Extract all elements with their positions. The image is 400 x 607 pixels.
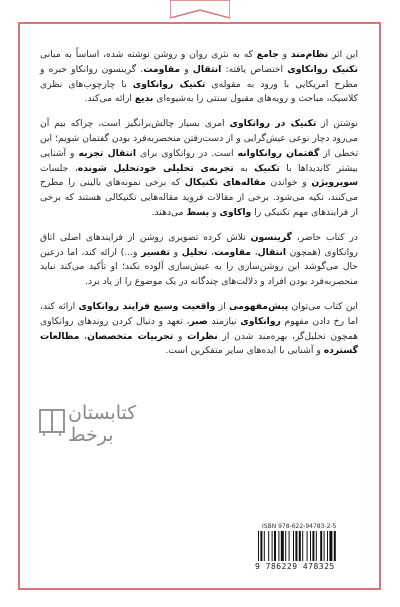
bold-term: تکنیک xyxy=(254,162,280,174)
text-run: در کتاب حاضر، xyxy=(291,231,359,243)
publisher-logo xyxy=(38,398,178,448)
barcode-bar xyxy=(329,531,332,561)
text-run: که به نثری روان و روشن نوشته شده، اساساً به مبانی xyxy=(40,49,257,60)
barcode-bar xyxy=(272,531,273,561)
barcode-bar xyxy=(264,531,265,561)
bold-term: پیش‌مفهومی xyxy=(228,300,289,312)
text-run: و xyxy=(209,206,220,218)
bold-term: واکاوی xyxy=(219,206,252,218)
bold-term: بدیع xyxy=(134,93,154,105)
text-run: و xyxy=(278,49,291,60)
bold-term: بسط xyxy=(186,206,210,218)
text-run: ارائه می‌کند. xyxy=(84,93,135,105)
text-run: ، xyxy=(79,330,88,342)
text-run: و xyxy=(180,63,193,75)
bold-term: گرینسون xyxy=(250,231,292,243)
bold-term: روانکاوی xyxy=(240,315,281,327)
text-run: . گرینسون روانکاو خبره و مطرح امریکایی با ورود به مقوله‌ی xyxy=(40,63,358,90)
text-run: و xyxy=(173,330,188,342)
text-run: امری بسیار چالش‌برانگیز است، چراکه بیم آن می‌رود دچار نوعی عیش‌گرایی و از دست‌رفتن منحصربه‌فرد بودن گفتمان شویم؛ این تخطی از xyxy=(40,118,358,159)
text-run: نیازمند xyxy=(207,315,241,327)
bold-term: گفتمان روانکاوانه xyxy=(237,147,320,159)
text-run: به xyxy=(233,162,255,174)
barcode-bar xyxy=(293,531,294,561)
barcode-digits: 9 786229 478325 xyxy=(255,562,335,571)
barcode-bar xyxy=(260,531,262,561)
text-run: با چارچوب‌های نظری کلاسیک، مباحث و رویه‌های مقبول سنتی را به‌شیوه‌ای xyxy=(40,78,358,105)
blurb-paragraph-2 xyxy=(40,117,358,221)
publisher-name: کتابستان xyxy=(68,402,137,424)
barcode-bar xyxy=(285,531,286,561)
bold-term: انتقال xyxy=(257,246,287,258)
bold-term: تکنیک روانکاوی xyxy=(287,63,358,75)
barcode-bar xyxy=(334,531,336,561)
text-run: و خواندن xyxy=(265,177,312,189)
barcode-bar xyxy=(316,531,317,561)
barcode-bar xyxy=(281,531,284,561)
bold-term: تجربیات متخصصان xyxy=(87,330,174,342)
barcode-bar xyxy=(268,531,269,561)
text-run: اختصاص یافته: xyxy=(221,63,288,75)
text-run: از xyxy=(215,300,229,312)
bold-term: تحلیل xyxy=(181,246,208,258)
barcode-bar xyxy=(258,531,259,561)
blurb-paragraph-3 xyxy=(40,231,358,290)
barcode-bar xyxy=(299,531,301,561)
barcode-bar xyxy=(310,531,311,561)
barcode xyxy=(258,531,362,561)
barcode-bar xyxy=(327,531,328,561)
text-run: تلاش کرده تصویری روشن از فرایندهای اصلی اتاق روانکاوی (همچون xyxy=(40,231,358,258)
barcode-bar xyxy=(295,531,297,561)
text-run: این کتاب می‌توان xyxy=(288,300,358,312)
bold-term: انتقال تجربه xyxy=(78,147,136,159)
bold-term: جامع xyxy=(256,49,279,60)
bold-term: سوپرویژن xyxy=(311,177,358,189)
text-run: ، تعهد و دنبال کردن روندهای روانکاوی همچون تحلیل‌گر، بهره‌مند شدن از xyxy=(40,315,359,342)
bold-term: تفسیر xyxy=(141,246,170,258)
bold-term: انتقال xyxy=(192,63,222,75)
barcode-bar xyxy=(307,531,308,561)
bold-term: مقاومت xyxy=(214,246,252,258)
text-run: این اثر xyxy=(328,49,358,60)
text-run: ارائه کند، اما رخ دادن مفهوم xyxy=(40,300,358,327)
barcode-bar xyxy=(289,531,290,561)
bold-term: مقاله‌های تکنیکال xyxy=(184,177,266,189)
text-run: ، xyxy=(251,246,258,258)
bold-term: تکنیک در روانکاوی xyxy=(229,118,317,130)
open-book-icon xyxy=(38,406,66,436)
blurb-paragraph-1 xyxy=(40,48,358,107)
barcode-bar xyxy=(274,531,276,561)
bold-term: نظام‌مند xyxy=(290,49,329,60)
text-run: و...) ارائه کند، اما درعین حال می‌گوشد این روشن‌سازی را به عیش‌سازی آلوده نکند؛ او تأکید می‌کند نباید منحصربه‌فرد بودن افراد و دلالت‌های چندگانه در یک موضوع را از یاد برد. xyxy=(40,246,358,288)
text-run: ، جلسات xyxy=(40,162,78,174)
text-run: که برخی نمونه‌های بالینی را مطرح می‌کنند، تکیه می‌شود. برخی از مقالات فروید مقاله‌هایی تکنیکالی هستند که برخی از فرایندهای مهم تکنیکی را xyxy=(40,177,358,218)
blurb-paragraph-4 xyxy=(40,300,358,359)
bold-term: مطالعات گسترده xyxy=(40,330,358,357)
text-run: است. در روانکاوی برای xyxy=(135,147,238,159)
bold-term: نظرات xyxy=(187,330,218,342)
bold-term: تجربه‌ی تحلیلی خودتحلیل شونده xyxy=(77,162,234,174)
bold-term: تکنیک روانکاوی xyxy=(132,78,206,90)
text-run: می‌دهند. xyxy=(151,206,187,218)
blurb-text xyxy=(40,48,358,369)
barcode-bar xyxy=(324,531,325,561)
isbn-label: ISBN 978-622-94783-2-5 xyxy=(262,523,337,530)
text-run: و آشنایی با ایده‌های سایر متفکرین است. xyxy=(165,345,324,357)
bold-term: صبر xyxy=(189,315,208,327)
text-run: و آشنایی بیشتر کاندیداها با xyxy=(40,147,358,174)
bold-term: مقاومت xyxy=(143,63,181,75)
barcode-bar xyxy=(320,531,322,561)
text-run: و xyxy=(169,246,182,258)
text-run: نوشتن از xyxy=(316,118,358,130)
publisher-subtitle: برخط xyxy=(68,424,114,446)
text-run: ، xyxy=(207,246,215,258)
barcode-bar xyxy=(302,531,303,561)
barcode-bar xyxy=(312,531,314,561)
bold-term: واقعیت وسیع فرایند روانکاوی xyxy=(78,300,216,312)
barcode-bar xyxy=(278,531,279,561)
